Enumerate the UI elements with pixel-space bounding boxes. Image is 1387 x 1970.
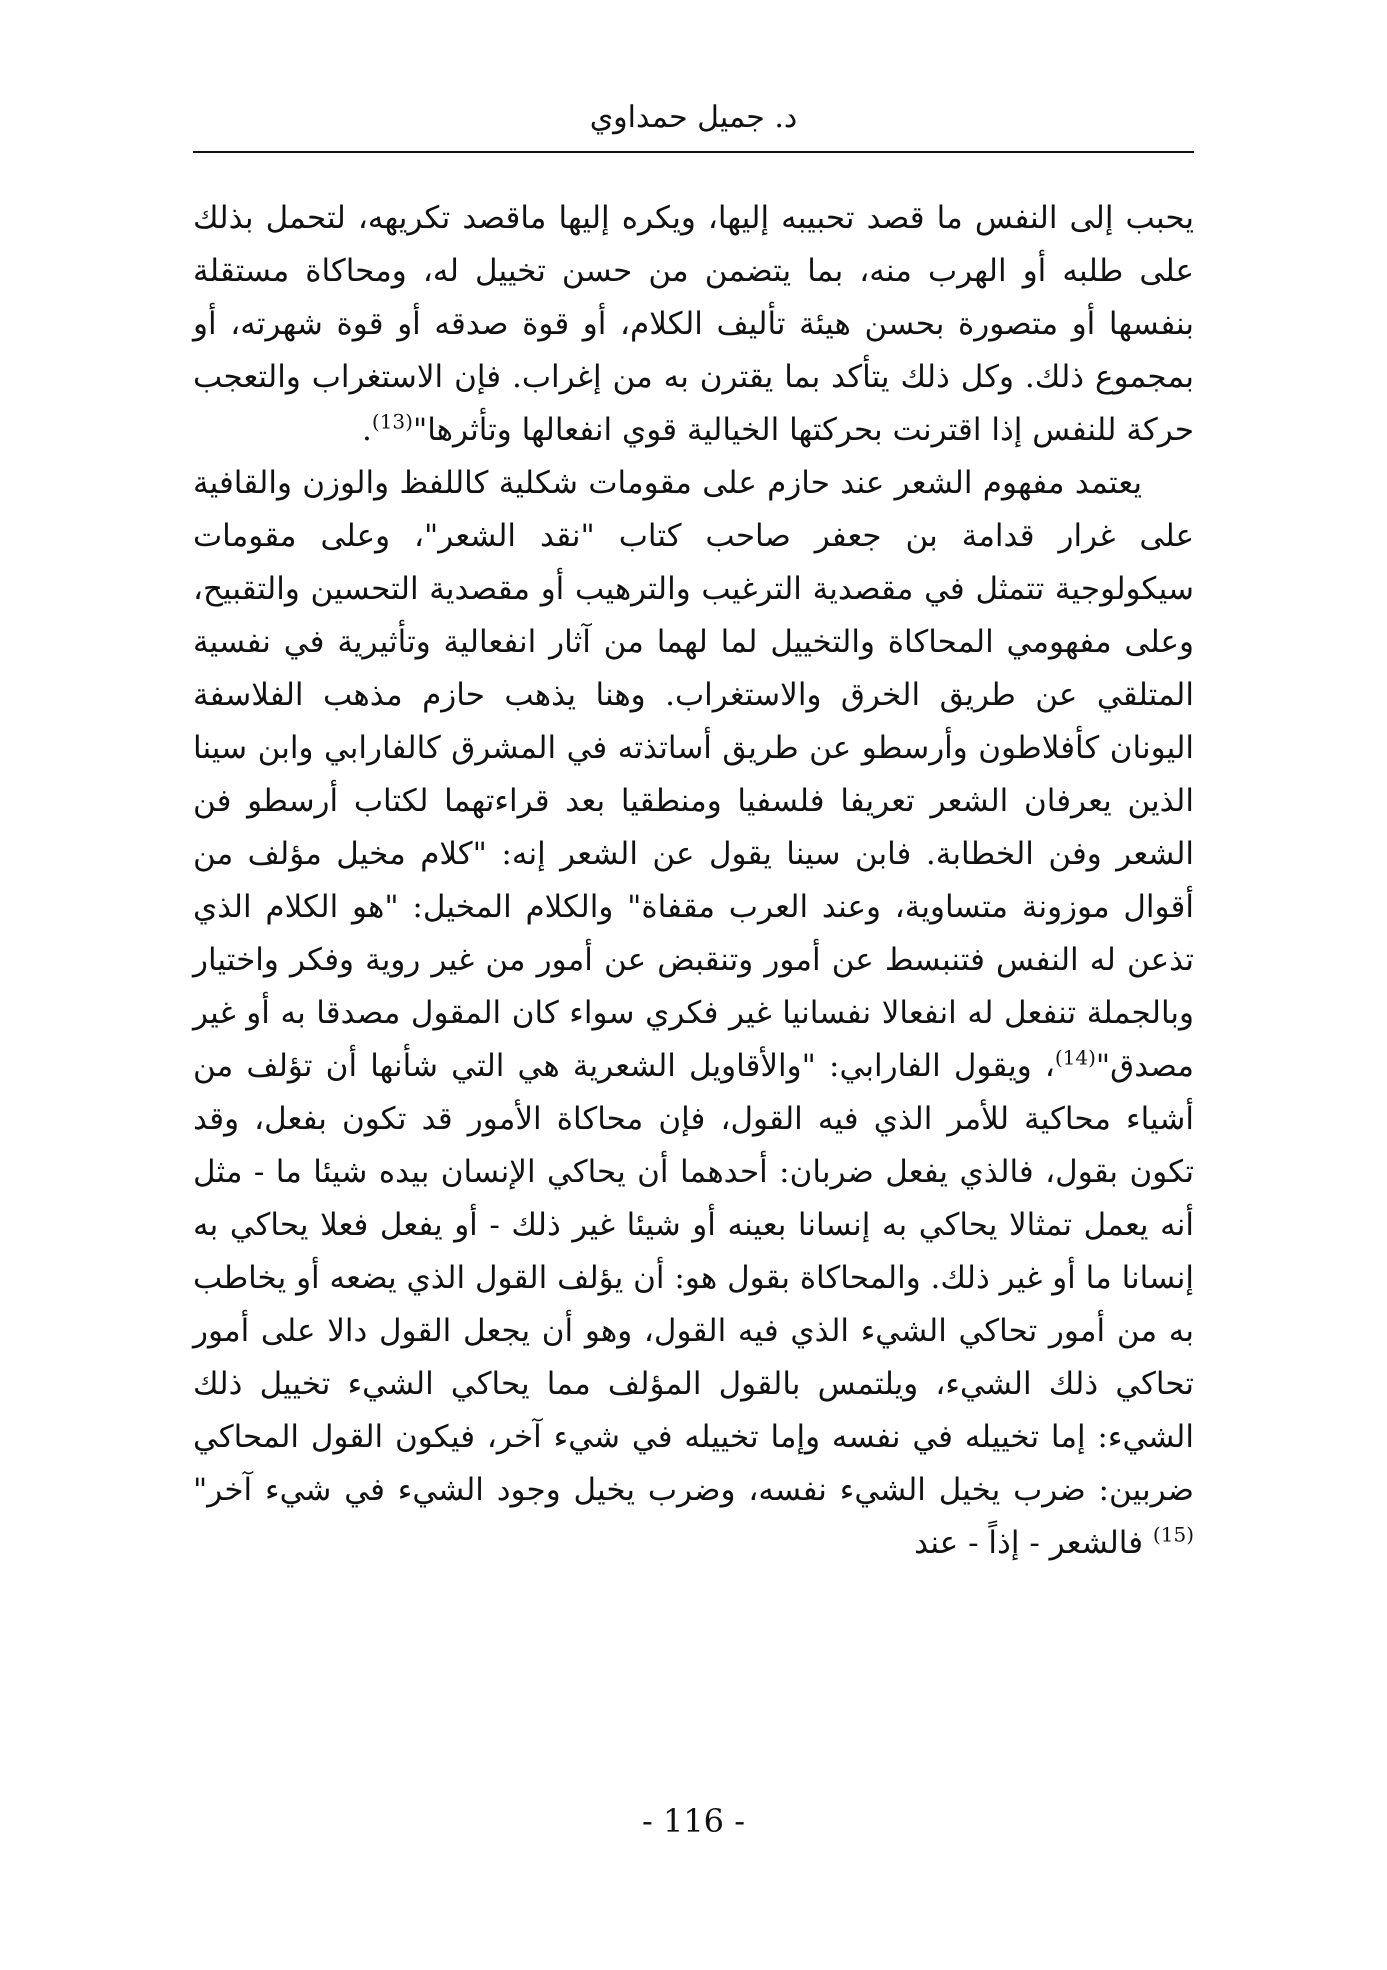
text-run: يحبب إلى النفس ما قصد تحبيبه إليها، ويكره إليها ماقصد تكريهه، لتحمل بذلك على طلبه أو الهرب منه، بما يتضمن من حسن تخييل له، ومحاكاة مستقلة بنفسها أو متصورة بحسن هيئة تأليف الكلام، أو قوة صدقه أو قوة شهرته، أو بمجموع ذلك. وكل ذلك يتأكد بما يقترن به من إغراب. فإن الاستغراب والتعجب حركة للنفس إذا اقترنت بحركتها الخيالية قوي انفعالها وتأثرها" [193, 200, 1194, 448]
running-header-author: د. جميل حمداوي [589, 100, 798, 135]
footnote-marker: (13) [371, 409, 413, 434]
footnote-marker: (15) [1152, 1522, 1194, 1547]
text-run: . [362, 412, 372, 448]
paragraph [193, 192, 1194, 457]
footnote-marker: (14) [1054, 1045, 1096, 1070]
text-run: ، ويقول الفارابي: "والأقاويل الشعرية هي التي شأنها أن تؤلف من أشياء محاكية للأمر الذي فيه القول، فإن محاكاة الأمور قد تكون بفعل، وقد تكون بقول، فالذي يفعل ضربان: أحدهما أن يحاكي الإنسان بيده شيئا ما - مثل أنه يعمل تمثالا يحاكي به إنسانا بعينه أو شيئا غير ذلك - أو يفعل فعلا يحاكي به إنسانا ما أو غير ذلك. والمحاكاة بقول هو: أن يؤلف القول الذي يضعه أو يخاطب به من أمور تحاكي الشيء الذي فيه القول، وهو أن يجعل القول دالا على أمور تحاكي ذلك الشيء، ويلتمس بالقول المؤلف مما يحاكي الشيء تخييل ذلك الشيء: إما تخييله في نفسه وإما تخييله في شيء آخر، فيكون القول المحاكي ضربين: ضرب يخيل الشيء نفسه، وضرب يخيل وجود الشيء في شيء آخر" [193, 1048, 1195, 1508]
page-number: - 116 - [641, 1802, 746, 1840]
body-text [193, 192, 1194, 1570]
paragraph [193, 457, 1194, 1570]
text-run: يعتمد مفهوم الشعر عند حازم على مقومات شكلية كاللفظ والوزن والقافية على غرار قدامة بن جعفر صاحب كتاب "نقد الشعر"، وعلى مقومات سيكولوجية تتمثل في مقصدية الترغيب والترهيب أو مقصدية التحسين والتقبيح، وعلى مفهومي المحاكاة والتخييل لما لهما من آثار انفعالية وتأثيرية في نفسية المتلقي عن طريق الخرق والاستغراب. وهنا يذهب حازم مذهب الفلاسفة اليونان كأفلاطون وأرسطو عن طريق أساتذته في المشرق كالفارابي وابن سينا الذين يعرفان الشعر تعريفا فلسفيا ومنطقيا بعد قراءتهما لكتاب أرسطو فن الشعر وفن الخطابة. فابن سينا يقول عن الشعر إنه: "كلام مخيل مؤلف من أقوال موزونة متساوية، وعند العرب مقفاة" والكلام المخيل: "هو الكلام الذي تذعن له النفس فتنبسط عن أمور وتنقبض عن أمور من غير روية وفكر واختيار وبالجملة تنفعل له انفعالا نفسانيا غير فكري سواء كان المقول مصدقا به أو غير مصدق" [193, 465, 1194, 1084]
text-run: فالشعر - إذاً - عند [914, 1525, 1153, 1561]
header-divider [193, 151, 1194, 153]
